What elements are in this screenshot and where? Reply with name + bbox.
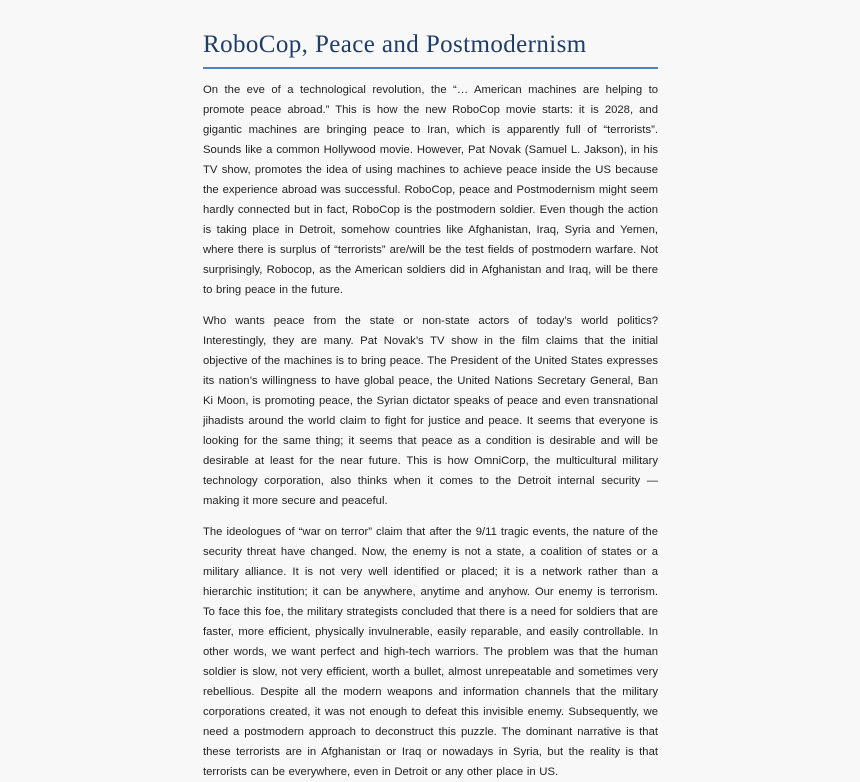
document-body xyxy=(203,69,658,782)
paragraph-2: Who wants peace from the state or non-state actors of today’s world politics? Interestingly, they are many. Pat Novak’s TV show in the film claims that the initial objective of the machines is to bring peace. The President of the United States expresses its nation’s willingness to have global peace, the United Nations Secretary General, Ban Ki Moon, is promoting peace, the Syrian dictator speaks of peace and even transnational jihadists around the world claim to fight for justice and peace. It seems that everyone is looking for the same thing; it seems that peace as a condition is desirable and will be desirable at least for the near future. This is how OmniCorp, the multicultural military technology corporation, also thinks when it comes to the Detroit internal security — making it more secure and peaceful. xyxy=(203,315,658,507)
document-title: RoboCop, Peace and Postmodernism xyxy=(203,30,658,69)
text-column xyxy=(203,30,658,782)
paragraph-3: The ideologues of “war on terror” claim that after the 9/11 tragic events, the nature of the security threat have changed. Now, the enemy is not a state, a coalition of states or a military alliance. It is not very well identified or placed; it is a network rather than a hierarchic institution; it can be anywhere, anytime and anyhow. Our enemy is terrorism. To face this foe, the military strategists concluded that there is a need for soldiers that are faster, more efficient, physically invulnerable, easily reparable, and easily controllable. In other words, we want perfect and high-tech warriors. The problem was that the human soldier is slow, not very efficient, worth a bullet, almost unrepeatable and sometimes very rebellious. Despite all the modern weapons and information channels that the military corporations created, it was not enough to defeat this invisible enemy. Subsequently, we need a postmodern approach to deconstruct this puzzle. The dominant narrative is that these terrorists are in Afghanistan or Iraq or nowadays in Syria, but the reality is that terrorists can be everywhere, even in Detroit or any other place in US. xyxy=(203,526,658,778)
paragraph-1: On the eve of a technological revolution, the “… American machines are helping to promote peace abroad.” This is how the new RoboCop movie starts: it is 2028, and gigantic machines are bringing peace to Iran, which is apparently full of “terrorists”. Sounds like a common Hollywood movie. However, Pat Novak (Samuel L. Jakson), in his TV show, promotes the idea of using machines to achieve peace inside the US because the experience abroad was successful. RoboCop, peace and Postmodernism might seem hardly connected but in fact, RoboCop is the postmodern soldier. Even though the action is taking place in Detroit, somehow countries like Afghanistan, Iraq, Syria and Yemen, where there is surplus of “terrorists” are/will be the test fields of postmodern warfare. Not surprisingly, Robocop, as the American soldiers did in Afghanistan and Iraq, will be there to bring peace in the future. xyxy=(203,84,658,296)
